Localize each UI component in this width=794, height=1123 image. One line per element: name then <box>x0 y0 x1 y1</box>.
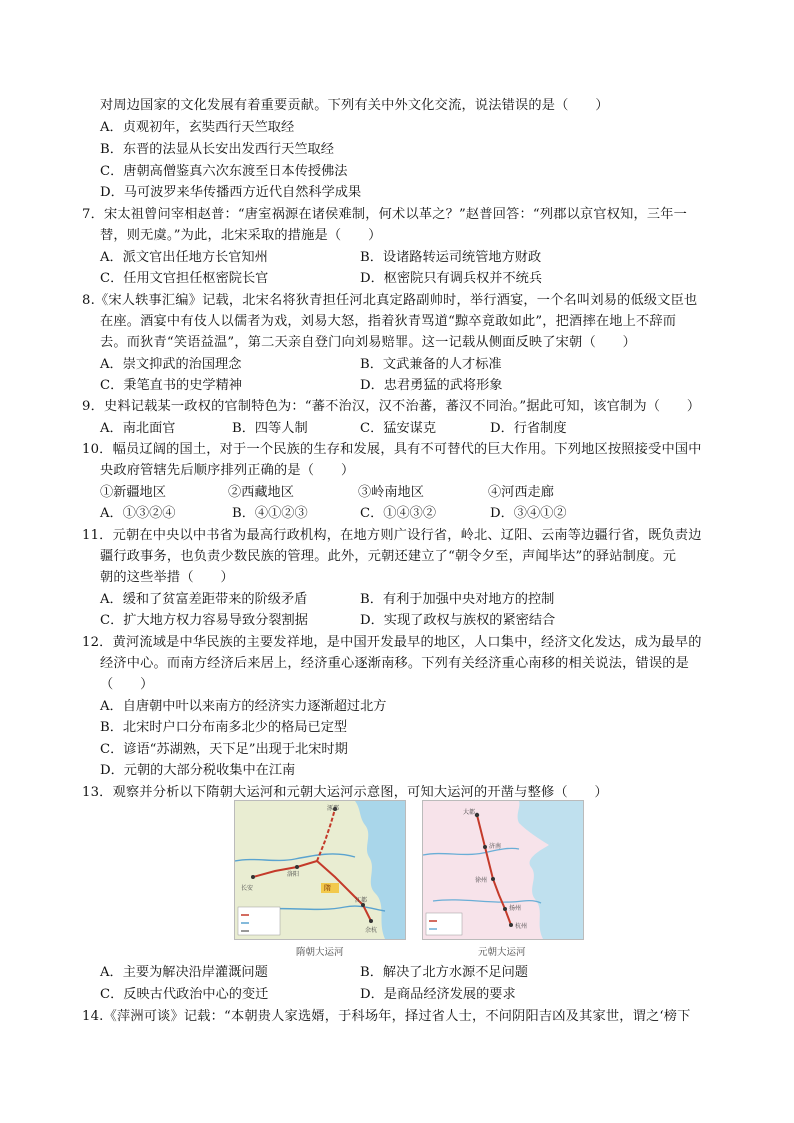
yuan-map-graphic <box>423 801 583 939</box>
yuan-map-caption: 元朝大运河 <box>478 947 526 958</box>
q8-option-b: B．文武兼备的人才标准 <box>360 357 502 372</box>
q10-option-b: B．④①②③ <box>232 506 308 521</box>
q10-stem-line-2: 央政府管辖先后顺序排列正确的是（ ） <box>100 463 355 478</box>
q13-stem: 13．观察并分析以下隋朝大运河和元朝大运河示意图，可知大运河的开凿与整修（ ） <box>82 785 608 800</box>
q12-option-d: D．元朝的大部分税收集中在江南 <box>100 763 296 778</box>
q14-stem: 14.《萍洲可谈》记载：“本朝贵人家选婿，于科场年，择过省人士，不问阴阳吉凶及其家世，谓之‘榜下 <box>82 1009 691 1024</box>
q7-stem-line-2: 替，则无虞。”为此，北宋采取的措施是（ ） <box>100 228 382 243</box>
q12-stem-line-3: （ ） <box>100 677 154 692</box>
q13-option-c: C．反映古代政治中心的变迁 <box>100 987 269 1002</box>
sui-grand-canal-map <box>234 800 406 940</box>
sui-map-caption: 隋朝大运河 <box>296 947 344 958</box>
yuan-label-hangzhou: 杭州 <box>515 923 528 930</box>
q8-option-d: D．忠君勇猛的武将形象 <box>360 378 503 393</box>
sui-map-graphic <box>235 801 405 939</box>
q10-item-3: ③岭南地区 <box>358 485 424 500</box>
q13-option-b: B．解决了北方水源不足问题 <box>360 965 528 980</box>
q7-option-b: B．设诸路转运司统管地方财政 <box>360 250 542 265</box>
q11-stem-line-3: 朝的这些举措（ ） <box>100 570 234 585</box>
q8-stem-line-1: 8.《宋人轶事汇编》记载，北宋名将狄青担任河北真定路副帅时，举行酒宴，一个名叫刘易的低级文臣也 <box>82 293 698 308</box>
yuan-label-yangzhou: 扬州 <box>509 905 522 912</box>
yuan-grand-canal-map <box>422 800 584 940</box>
yuan-label-xuzhou: 徐州 <box>475 877 488 884</box>
q7-option-c: C．任用文官担任枢密院长官 <box>100 271 269 286</box>
q8-stem-line-3: 去。而狄青“笑语益温”，第二天亲自登门向刘易赔罪。这一记载从侧面反映了宋朝（ ） <box>100 335 636 350</box>
q6-stem: 对周边国家的文化发展有着重要贡献。下列有关中外文化交流，说法错误的是（ ） <box>100 98 609 113</box>
q6-option-a: A．贞观初年，玄奘西行天竺取经 <box>100 120 295 135</box>
q8-option-c: C．秉笔直书的史学精神 <box>100 378 242 393</box>
q10-option-a: A．①③②④ <box>100 506 176 521</box>
sui-label-luoyang: 洛阳 <box>287 871 300 878</box>
q9-stem: 9．史料记载某一政权的官制特色为：“蕃不治汉，汉不治蕃，蕃汉不同治。”据此可知，该官制为（ ） <box>82 399 701 414</box>
q7-option-d: D．枢密院只有调兵权并不统兵 <box>360 271 543 286</box>
q11-option-b: B．有利于加强中央对地方的控制 <box>360 592 555 607</box>
yuan-label-dadu: 大都 <box>463 809 476 816</box>
q10-stem-line-1: 10．幅员辽阔的国土，对于一个民族的生存和发展，具有不可替代的巨大作用。下列地区按照接受中国中 <box>82 442 702 457</box>
q8-option-a: A．崇文抑武的治国理念 <box>100 357 242 372</box>
q13-option-d: D．是商品经济发展的要求 <box>360 987 516 1002</box>
sui-label-changan: 长安 <box>241 885 254 892</box>
q12-stem-line-2: 经济中心。而南方经济后来居上，经济重心逐渐南移。下列有关经济重心南移的相关说法，错误的是 <box>100 656 690 671</box>
q11-stem-line-1: 11．元朝在中央以中书省为最高行政机构，在地方则广设行省，岭北、辽阳、云南等边疆行省，既负责边 <box>82 528 702 543</box>
sui-label-jiangdu: 江都 <box>355 897 368 904</box>
q13-option-a: A．主要为解决沿岸灌溉问题 <box>100 965 268 980</box>
q12-option-a: A．自唐朝中叶以来南方的经济实力逐渐超过北方 <box>100 699 387 714</box>
q9-option-c: C．猛安谋克 <box>360 421 437 436</box>
q11-option-d: D．实现了政权与族权的紧密结合 <box>360 613 556 628</box>
q10-item-1: ①新疆地区 <box>100 485 166 500</box>
yuan-label-jinan: 济南 <box>489 843 502 850</box>
q10-option-d: D．③④①② <box>490 506 567 521</box>
q11-option-c: C．扩大地方权力容易导致分裂割据 <box>100 613 308 628</box>
q12-stem-line-1: 12．黄河流域是中华民族的主要发祥地，是中国开发最早的地区，人口集中，经济文化发达，成为最早的 <box>82 635 702 650</box>
q7-option-a: A．派文官出任地方长官知州 <box>100 250 268 265</box>
q7-stem-line-1: 7．宋太祖曾问宰相赵普：“唐室祸源在诸侯难制，何术以革之？”赵普回答：“列郡以京官权知，三年一 <box>82 207 688 222</box>
q9-option-d: D．行省制度 <box>490 421 567 436</box>
q10-item-4: ④河西走廊 <box>488 485 554 500</box>
q6-option-d: D．马可波罗来华传播西方近代自然科学成果 <box>100 185 362 200</box>
q10-option-c: C．①④③② <box>360 506 437 521</box>
q6-option-c: C．唐朝高僧鉴真六次东渡至日本传授佛法 <box>100 164 348 179</box>
sui-label-yuhang: 余杭 <box>365 927 378 934</box>
q12-option-c: C．谚语“苏湖熟，天下足”出现于北宋时期 <box>100 742 348 757</box>
q11-stem-line-2: 疆行政事务，也负责少数民族的管理。此外，元朝还建立了“朝令夕至，声闻毕达”的驿站制度。元 <box>100 549 677 564</box>
q11-option-a: A．缓和了贫富差距带来的阶级矛盾 <box>100 592 308 607</box>
q8-stem-line-2: 在座。酒宴中有伎人以儒者为戏，刘易大怒，指着狄青骂道“黥卒竟敢如此”，把酒摔在地上不辞而 <box>100 314 677 329</box>
q9-option-b: B．四等人制 <box>232 421 308 436</box>
q9-option-a: A．南北面官 <box>100 421 176 436</box>
q6-option-b: B．东晋的法显从长安出发西行天竺取经 <box>100 142 334 157</box>
sui-label-sui: 隋 <box>324 884 331 892</box>
q12-option-b: B．北宋时户口分布南多北少的格局已定型 <box>100 720 348 735</box>
sui-label-zhuojun: 涿郡 <box>327 805 340 812</box>
q10-item-2: ②西藏地区 <box>228 485 294 500</box>
